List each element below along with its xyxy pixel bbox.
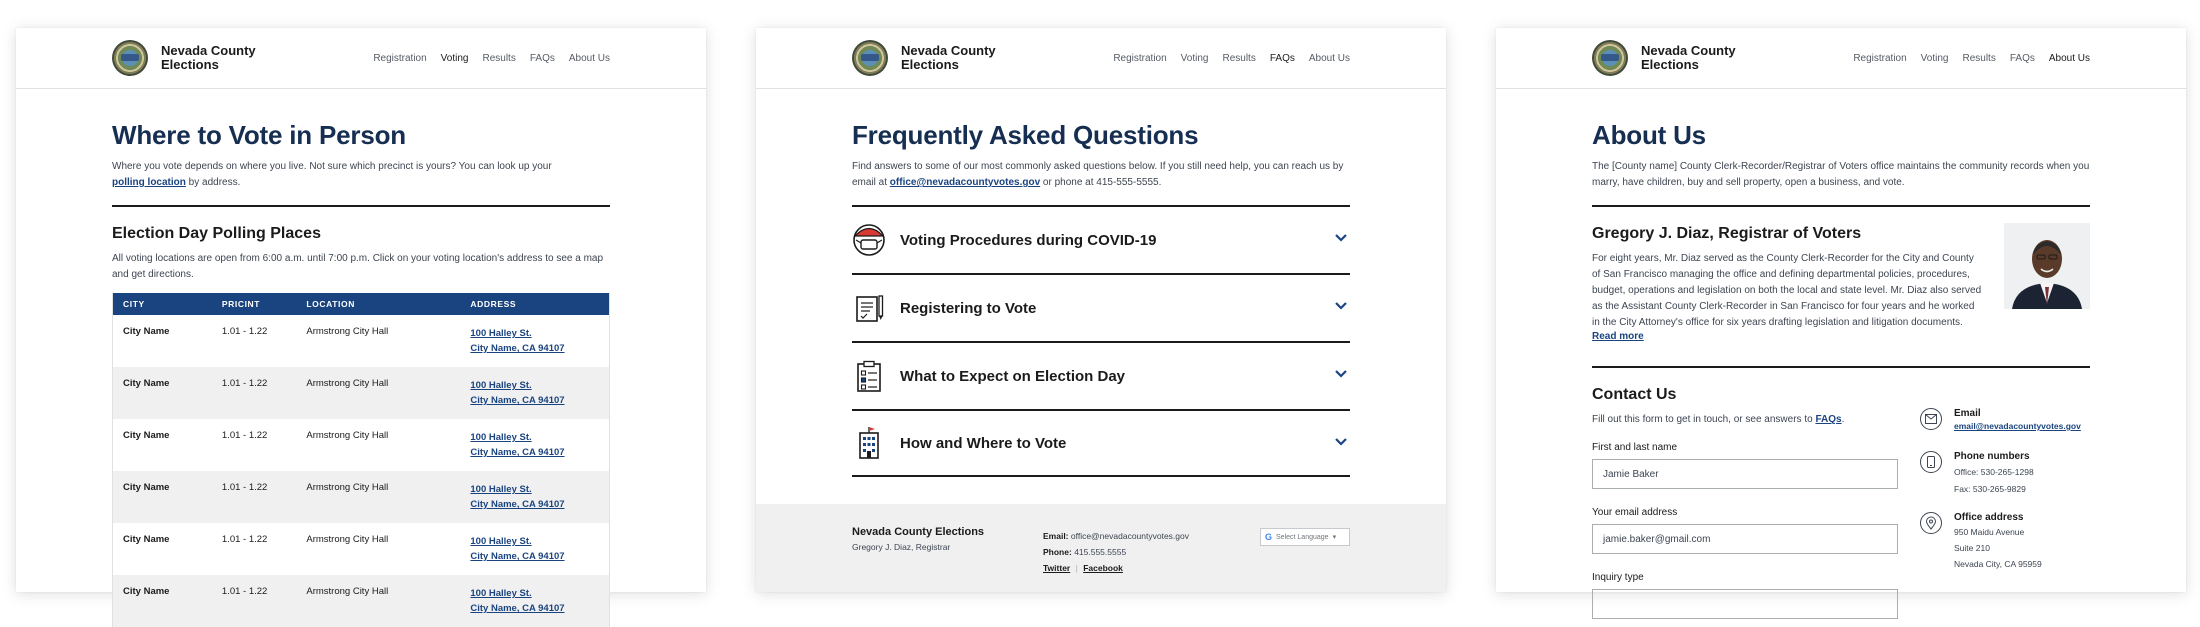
- nav-faqs[interactable]: FAQs: [529, 53, 555, 64]
- contact-intro-text: Fill out this form to get in touch, or see answers to: [1592, 414, 1813, 425]
- footer-phone: 415.555.5555: [1074, 547, 1127, 557]
- address-line-2: Suite 210: [1954, 543, 1990, 553]
- column-header-city: CITY: [113, 293, 212, 315]
- site-footer: [756, 504, 1446, 592]
- site-header: [1496, 28, 2186, 89]
- address-link[interactable]: City Name, CA 94107: [470, 499, 565, 510]
- address-line-1: 950 Maidu Avenue: [1954, 527, 2025, 537]
- office-address-title: Office address: [1954, 512, 2024, 523]
- bio-text: For eight years, Mr. Diaz served as the County Clerk-Recorder for the City and County of San Francisco managing the office and defining departmental policies, procedures, budget, operations and legislation on both the local and state level. Mr. Diaz also served as the Assistant County Clerk-Recorder in San Francisco for four years and he worked in the City Attorney's office for six years drafting legislation and litigation documents.: [1592, 253, 1982, 328]
- read-more-link[interactable]: Read more: [1592, 331, 1644, 342]
- cell-location: Armstrong City Hall: [306, 534, 389, 545]
- accordion-item-election-day[interactable]: [852, 341, 1350, 409]
- cell-address: [460, 471, 609, 523]
- contact-intro: [1592, 412, 1898, 428]
- cell-city: City Name: [123, 326, 170, 337]
- table-row: [113, 367, 610, 419]
- nav-results[interactable]: Results: [1222, 53, 1256, 64]
- chevron-down-icon: [1334, 231, 1348, 245]
- phone-icon: [1920, 451, 1942, 473]
- nav-registration[interactable]: Registration: [1853, 53, 1907, 64]
- nav-voting[interactable]: Voting: [1920, 53, 1949, 64]
- name-label: First and last name: [1592, 442, 1678, 453]
- address-link[interactable]: 100 Halley St.: [470, 432, 532, 443]
- site-name[interactable]: Nevada County Elections: [1641, 43, 1736, 72]
- cell-precinct: 1.01 - 1.22: [212, 471, 296, 523]
- table-row: [113, 471, 610, 523]
- nav-registration[interactable]: Registration: [373, 53, 427, 64]
- section-divider: [1592, 205, 2090, 207]
- address-link[interactable]: 100 Halley St.: [470, 328, 532, 339]
- contact-section: [1592, 408, 2090, 619]
- intro-text-after: by address.: [188, 177, 241, 188]
- address-line-3: Nevada City, CA 95959: [1954, 559, 2042, 569]
- language-select-label: Select Language: [1276, 533, 1329, 541]
- building-icon: [852, 426, 886, 460]
- section-divider: [112, 205, 610, 207]
- cell-location: Armstrong City Hall: [306, 430, 389, 441]
- section-title: Election Day Polling Places: [112, 225, 321, 242]
- nav-about[interactable]: About Us: [2048, 53, 2090, 64]
- cell-precinct: 1.01 - 1.22: [221, 534, 268, 545]
- office-email-link[interactable]: office@nevadacountyvotes.gov: [889, 177, 1041, 188]
- cell-city: City Name: [123, 430, 170, 441]
- cell-city: City Name: [113, 575, 212, 627]
- footer-site-name: Nevada County Elections: [852, 526, 985, 538]
- contact-details: [1920, 408, 2090, 619]
- footer-email-label: Email:: [1043, 531, 1069, 541]
- email-input[interactable]: jamie.baker@gmail.com: [1592, 524, 1898, 554]
- accordion-label: Voting Procedures during COVID-19: [900, 231, 1157, 249]
- page-intro: [852, 159, 1350, 191]
- cell-address: [460, 575, 609, 627]
- table-row: [113, 575, 610, 627]
- location-pin-icon: [1920, 512, 1942, 534]
- page-intro: The [County name] County Clerk-Recorder/Registrar of Voters office maintains the community records when you marry, have children, buy and sell property, open a business, and vote.: [1592, 161, 2090, 188]
- cell-city: City Name: [123, 534, 170, 545]
- contact-intro-period: .: [1841, 414, 1845, 425]
- contact-email-item: [1920, 408, 2090, 433]
- polling-places-table: [112, 293, 610, 627]
- address-link[interactable]: City Name, CA 94107: [470, 447, 565, 458]
- address-link[interactable]: 100 Halley St.: [470, 588, 532, 599]
- nav-faqs[interactable]: FAQs: [1269, 53, 1295, 64]
- cell-city: City Name: [113, 471, 212, 523]
- accordion-item-registering[interactable]: [852, 273, 1350, 341]
- main-nav: [359, 53, 610, 64]
- column-header-address: ADDRESS: [460, 293, 609, 315]
- address-link[interactable]: 100 Halley St.: [470, 536, 532, 547]
- cell-city: City Name: [113, 367, 212, 419]
- footer-email[interactable]: office@nevadacountyvotes.gov: [1070, 531, 1189, 541]
- site-header: [16, 28, 706, 89]
- address-link[interactable]: City Name, CA 94107: [470, 551, 565, 562]
- registrar-bio: [1592, 221, 2090, 342]
- footer-link-separator: |: [1075, 563, 1078, 573]
- main-nav: [1839, 53, 2090, 64]
- clipboard-pen-icon: [852, 291, 886, 325]
- chevron-down-icon: ▾: [1332, 534, 1337, 541]
- section-divider: [1592, 366, 2090, 368]
- cell-address: [460, 419, 609, 471]
- facebook-link[interactable]: Facebook: [1083, 563, 1123, 573]
- cell-address: [460, 315, 609, 367]
- nav-faqs[interactable]: FAQs: [2009, 53, 2035, 64]
- mask-icon: [852, 223, 886, 257]
- county-seal-logo[interactable]: [1592, 40, 1628, 76]
- name-input[interactable]: Jamie Baker: [1592, 459, 1898, 489]
- accordion-label: Registering to Vote: [900, 299, 1037, 317]
- email-label: Your email address: [1592, 507, 1678, 518]
- envelope-icon: [1920, 408, 1942, 430]
- cell-location: Armstrong City Hall: [296, 575, 460, 627]
- contact-email-link[interactable]: email@nevadacountyvotes.gov: [1954, 421, 2081, 431]
- polling-location-link[interactable]: polling location: [112, 177, 186, 188]
- column-header-location: LOCATION: [296, 293, 460, 315]
- page-title: About Us: [1592, 120, 1706, 150]
- page-title: Where to Vote in Person: [112, 120, 406, 150]
- table-row: [113, 523, 610, 575]
- cell-precinct: 1.01 - 1.22: [212, 367, 296, 419]
- twitter-link[interactable]: Twitter: [1043, 563, 1071, 573]
- faqs-link[interactable]: FAQs: [1815, 414, 1842, 425]
- section-text: All voting locations are open from 6:00 a.m. until 7:00 p.m. Click on your voting location's address to see a map and get directions.: [112, 253, 604, 280]
- about-page-panel: [1496, 28, 2186, 592]
- county-seal-logo[interactable]: [112, 40, 148, 76]
- nav-about[interactable]: About Us: [1308, 53, 1350, 64]
- inquiry-type-select[interactable]: [1592, 589, 1898, 619]
- address-link[interactable]: 100 Halley St.: [470, 484, 532, 495]
- column-header-precinct: PRICINT: [212, 293, 296, 315]
- footer-registrar: Gregory J. Diaz, Registrar: [852, 542, 951, 552]
- intro-text: Where you vote depends on where you live. Not sure which precinct is yours? You can look up your: [112, 161, 552, 172]
- accordion-item-covid[interactable]: [852, 205, 1350, 273]
- office-phone: Office: 530-265-1298: [1954, 467, 2034, 477]
- address-link[interactable]: City Name, CA 94107: [470, 343, 565, 354]
- cell-address: [460, 523, 609, 575]
- cell-location: Armstrong City Hall: [296, 471, 460, 523]
- nav-about[interactable]: About Us: [568, 53, 610, 64]
- main-nav: [1099, 53, 1350, 64]
- intro-text: Find answers to some of our most commonly asked questions below. If you still need help, you can reach us by email at: [852, 161, 1344, 188]
- phone-title: Phone numbers: [1954, 451, 2030, 462]
- chevron-down-icon: [1334, 299, 1348, 313]
- nav-voting[interactable]: Voting: [440, 53, 469, 64]
- accordion-item-how-where[interactable]: [852, 409, 1350, 477]
- chevron-down-icon: [1334, 435, 1348, 449]
- registrar-portrait: [2004, 223, 2090, 309]
- chevron-down-icon: [1334, 367, 1348, 381]
- footer-phone-label: Phone:: [1043, 547, 1072, 557]
- email-title: Email: [1954, 408, 1981, 419]
- cell-address: [460, 367, 609, 419]
- table-row: [113, 419, 610, 471]
- county-seal-logo[interactable]: [852, 40, 888, 76]
- nav-voting[interactable]: Voting: [1180, 53, 1209, 64]
- address-link[interactable]: City Name, CA 94107: [470, 395, 565, 406]
- nav-registration[interactable]: Registration: [1113, 53, 1167, 64]
- page-intro: [112, 159, 610, 191]
- language-select[interactable]: [1260, 528, 1350, 546]
- faq-accordion: [852, 205, 1350, 477]
- voting-page-panel: [16, 28, 706, 614]
- contact-address-item: [1920, 512, 2090, 571]
- cell-location: Armstrong City Hall: [296, 367, 460, 419]
- site-name[interactable]: Nevada County Elections: [901, 43, 996, 72]
- fax-number: Fax: 530-265-9829: [1954, 484, 2026, 494]
- bio-title: Gregory J. Diaz, Registrar of Voters: [1592, 225, 1862, 242]
- contact-title: Contact Us: [1592, 386, 1677, 403]
- nav-results[interactable]: Results: [1962, 53, 1996, 64]
- checklist-icon: [852, 359, 886, 393]
- address-link[interactable]: City Name, CA 94107: [470, 603, 565, 614]
- footer-contact: [1043, 528, 1189, 576]
- site-header: [756, 28, 1446, 89]
- nav-results[interactable]: Results: [482, 53, 516, 64]
- site-name[interactable]: Nevada County Elections: [161, 43, 256, 72]
- intro-text-after: or phone at 415-555-5555.: [1042, 177, 1162, 188]
- cell-precinct: 1.01 - 1.22: [221, 326, 268, 337]
- cell-precinct: 1.01 - 1.22: [212, 575, 296, 627]
- table-header-row: [113, 293, 610, 315]
- accordion-label: What to Expect on Election Day: [900, 367, 1126, 385]
- accordion-label: How and Where to Vote: [900, 434, 1067, 452]
- inquiry-type-label: Inquiry type: [1592, 572, 1644, 583]
- google-g-icon: G: [1265, 532, 1273, 542]
- address-link[interactable]: 100 Halley St.: [470, 380, 532, 391]
- faq-page-panel: [756, 28, 1446, 592]
- contact-form: [1592, 408, 1898, 619]
- contact-phone-item: [1920, 451, 2090, 496]
- page-title: Frequently Asked Questions: [852, 120, 1199, 150]
- cell-precinct: 1.01 - 1.22: [221, 430, 268, 441]
- table-row: [113, 315, 610, 367]
- cell-location: Armstrong City Hall: [306, 326, 389, 337]
